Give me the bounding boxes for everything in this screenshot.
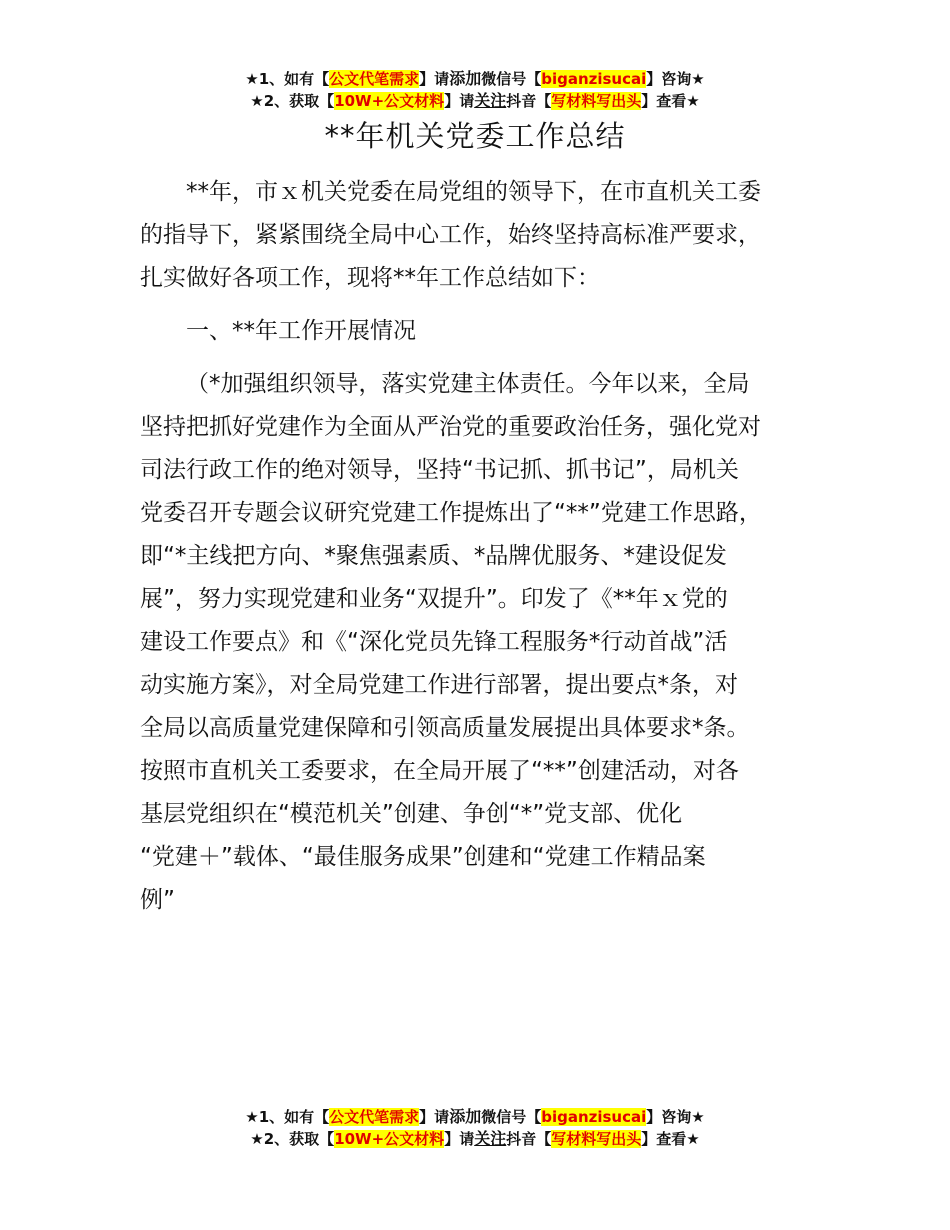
banner-emphasis: 关注 bbox=[474, 1129, 507, 1148]
banner-highlight-wechat-id: biganzisucai bbox=[541, 1108, 647, 1126]
paragraph-line: 动实施方案》，对全局党建工作进行部署，提出要点*条，对 bbox=[140, 672, 738, 698]
paragraph-line: 即“*主线把方向、*聚焦强素质、*品牌优服务、*建设促发 bbox=[140, 543, 727, 569]
banner-text: 】请 bbox=[419, 1108, 450, 1126]
banner-text: 】查看★ bbox=[641, 92, 700, 110]
section-heading-text: 一、**年工作开展情况 bbox=[186, 318, 416, 344]
document-title: **年机关党委工作总结 bbox=[324, 119, 626, 153]
banner-highlight-service: 公文代笔需求 bbox=[329, 70, 420, 88]
banner-text: 】请 bbox=[444, 92, 475, 110]
banner-text: 】咨询★ bbox=[646, 70, 705, 88]
banner-text: 】查看★ bbox=[641, 1130, 700, 1148]
banner-text: 】请 bbox=[419, 70, 450, 88]
paragraph-line: （*加强组织领导，落实党建主体责任。今年以来，全局 bbox=[186, 371, 750, 397]
banner-text: ★1、如有【 bbox=[245, 1108, 330, 1126]
paragraph-line: 全局以高质量党建保障和引领高质量发展提出具体要求*条。 bbox=[140, 715, 750, 741]
section-paragraph bbox=[140, 363, 830, 922]
paragraph-line: 扎实做好各项工作，现将**年工作总结如下： bbox=[140, 265, 600, 291]
banner-text: 】咨询★ bbox=[646, 1108, 705, 1126]
banner-text: 】请 bbox=[444, 1130, 475, 1148]
footer-banner bbox=[0, 1106, 950, 1150]
banner-highlight-materials: 10W+公文材料 bbox=[334, 92, 445, 110]
banner-text: ★2、获取【 bbox=[250, 92, 335, 110]
paragraph-line: 例” bbox=[140, 887, 175, 913]
banner-highlight-service: 公文代笔需求 bbox=[329, 1108, 420, 1126]
paragraph-line: 的指导下，紧紧围绕全局中心工作，始终坚持高标准严要求， bbox=[140, 222, 761, 248]
banner-line-1 bbox=[0, 68, 950, 90]
section-heading bbox=[140, 310, 830, 353]
banner-text: ★2、获取【 bbox=[250, 1130, 335, 1148]
paragraph-line: 司法行政工作的绝对领导，坚持“书记抓、抓书记”，局机关 bbox=[140, 457, 739, 483]
banner-text: 微信号【 bbox=[481, 1108, 542, 1126]
banner-highlight-account: 写材料写出头 bbox=[551, 92, 642, 110]
paragraph-line: 展”，努力实现党建和业务“双提升”。印发了《**年ｘ党的 bbox=[140, 586, 728, 612]
paragraph-line: 按照市直机关工委要求，在全局开展了“**”创建活动，对各 bbox=[140, 758, 739, 784]
paragraph-line: 坚持把抓好党建作为全面从严治党的重要政治任务，强化党对 bbox=[140, 414, 761, 440]
banner-highlight-account: 写材料写出头 bbox=[551, 1130, 642, 1148]
paragraph-line: 基层党组织在“模范机关”创建、争创“*”党支部、优化 bbox=[140, 801, 683, 827]
paragraph-line: 党委召开专题会议研究党建工作提炼出了“**”党建工作思路， bbox=[140, 500, 762, 526]
banner-highlight-wechat-id: biganzisucai bbox=[541, 70, 647, 88]
banner-emphasis: 关注 bbox=[474, 91, 507, 110]
banner-line-2 bbox=[0, 1128, 950, 1150]
banner-text: ★1、如有【 bbox=[245, 70, 330, 88]
banner-line-1 bbox=[0, 1106, 950, 1128]
banner-highlight-materials: 10W+公文材料 bbox=[334, 1130, 445, 1148]
header-banner bbox=[0, 68, 950, 112]
paragraph-line: “党建＋”载体、“最佳服务成果”创建和“党建工作精品案 bbox=[140, 844, 706, 870]
banner-line-2 bbox=[0, 90, 950, 112]
banner-text: 抖音【 bbox=[506, 92, 552, 110]
banner-emphasis: 添加 bbox=[449, 1107, 482, 1126]
banner-text: 抖音【 bbox=[506, 1130, 552, 1148]
banner-text: 微信号【 bbox=[481, 70, 542, 88]
banner-emphasis: 添加 bbox=[449, 69, 482, 88]
intro-paragraph bbox=[140, 171, 830, 300]
paragraph-line: 建设工作要点》和《“深化党员先锋工程服务*行动首战”活 bbox=[140, 629, 728, 655]
paragraph-line: **年，市ｘ机关党委在局党组的领导下，在市直机关工委 bbox=[186, 179, 761, 205]
